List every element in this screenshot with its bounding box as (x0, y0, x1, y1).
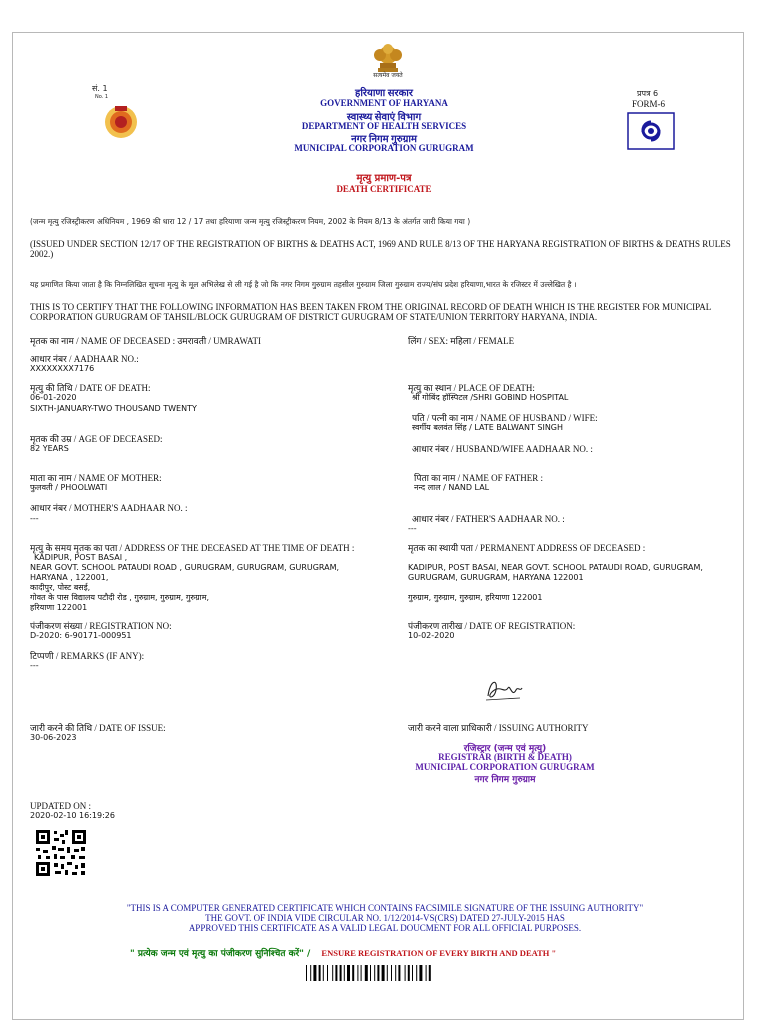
issuing-authority-label: जारी करने वाला प्राधिकारी / ISSUING AUTHORITY (408, 723, 589, 733)
form-number-hindi: प्रपत्र 6 (637, 89, 659, 98)
registration-date-label: पंजीकरण तारीख / DATE OF REGISTRATION: (408, 621, 576, 631)
permanent-address-line: GURUGRAM, GURUGRAM, HARYANA 122001 (408, 573, 584, 582)
sex-field: लिंग / SEX: महिला / FEMALE (408, 336, 515, 346)
corp-title-english: MUNICIPAL CORPORATION GURUGRAM (294, 143, 474, 153)
address-line: NEAR GOVT. SCHOOL PATAUDI ROAD , GURUGRAM, GURUGRAM, GURUGRAM, (30, 563, 340, 572)
date-of-death-label: मृत्यु की तिथि / DATE OF DEATH: (30, 383, 151, 393)
registration-number-label: पंजीकरण संख्या / REGISTRATION NO: (30, 621, 172, 631)
place-of-death-value: श्री गोबिंद हॉस्पिटल /SHRI GOBIND HOSPITAL (412, 393, 569, 402)
deceased-name: मृतक का नाम / NAME OF DECEASED : उमरावती / UMRAWATI (30, 336, 261, 346)
date-of-issue-label: जारी करने की तिथि / DATE OF ISSUE: (30, 723, 166, 733)
certificate-title-english: DEATH CERTIFICATE (336, 184, 432, 194)
signature-image (482, 676, 526, 704)
barcode-icon (306, 965, 462, 981)
updated-on-label: UPDATED ON : (30, 801, 92, 811)
qr-code-icon (34, 828, 88, 878)
father-name-label: पिता का नाम / NAME OF FATHER : (414, 473, 543, 483)
permanent-address-line: गुरुग्राम, गुरुग्राम, गुरुग्राम, हरियाणा 122001 (408, 593, 543, 602)
date-of-death-value: 06-01-2020 (30, 393, 77, 402)
registrar-hindi: रजिस्ट्रार (जन्म एवं मृत्यु) (463, 744, 547, 754)
slogan-hindi: " प्रत्येक जन्म एवं मृत्यु का पंजीकरण सुनिश्चित करें" / (130, 949, 311, 959)
footer-circular: THE GOVT. OF INDIA VIDE CIRCULAR NO. 1/12/2014-VS(CRS) DATED 27-JULY-2015 HAS (205, 913, 565, 923)
remarks-value: --- (30, 661, 39, 670)
address-label: मृत्यु के समय मृतक का पता / ADDRESS OF THE DECEASED AT THE TIME OF DEATH : (30, 543, 355, 553)
mother-name-label: माता का नाम / NAME OF MOTHER: (30, 473, 162, 483)
certificate-title-hindi: मृत्यु प्रमाण-पत्र (356, 173, 412, 184)
permanent-address-line: KADIPUR, POST BASAI, NEAR GOVT. SCHOOL PATAUDI ROAD, GURUGRAM, (408, 563, 703, 572)
address-line: गोवत के पास विद्यालय पटौदी रोड , गुरुग्राम, गुरुग्राम, गुरुग्राम, (30, 593, 210, 602)
footer-computer-generated: "THIS IS A COMPUTER GENERATED CERTIFICATE WHICH CONTAINS FACSIMILE SIGNATURE OF THE ISSUING AUTHORITY" (126, 903, 644, 913)
address-line: हरियाणा 122001 (30, 603, 88, 612)
mother-aadhaar-label: आधार नंबर / MOTHER'S AADHAAR NO. : (30, 503, 188, 513)
registrar-corporation-hindi: नगर निगम गुरुग्राम (474, 775, 536, 785)
spouse-aadhaar-label: आधार नंबर / HUSBAND/WIFE AADHAAR NO. : (412, 444, 593, 454)
dept-title-english: DEPARTMENT OF HEALTH SERVICES (301, 121, 467, 131)
spouse-name-label: पति / पत्नी का नाम / NAME OF HUSBAND / WIFE: (412, 413, 598, 423)
issued-under-hindi: (जन्म मृत्यु रजिस्ट्रीकरण अधिनियम , 1969 की धारा 12 / 17 तथा हरियाणा जन्म मृत्यु रजिस्ट्रीकरण नियम, 2002 के नियम 8/13 के अंतर्गत जारी किया गया ) (30, 217, 471, 226)
dept-title-hindi: स्वास्थ्य सेवाएं विभाग (346, 112, 422, 123)
mother-aadhaar-value: --- (30, 514, 39, 523)
father-aadhaar-value: --- (408, 524, 417, 533)
registrar-corporation: MUNICIPAL CORPORATION GURUGRAM (415, 762, 595, 772)
footer-slogan (130, 941, 650, 960)
serial-english: No. 1 (95, 94, 109, 100)
age-value: 82 YEARS (30, 444, 69, 453)
certify-hindi: यह प्रमाणित किया जाता है कि निम्नलिखित सूचना मृत्यु के मूल अभिलेख से ली गई है जो कि नगर निगम गुरुग्राम तहसील गुरुग्राम जिला गुरुग्राम राज्य/संघ प्रदेश हरियाणा,भारत के रजिस्टर में उल्लेखित है । (30, 280, 577, 289)
mother-name-value: फुलवती / PHOOLWATI (30, 483, 108, 492)
father-aadhaar-label: आधार नंबर / FATHER'S AADHAAR NO. : (412, 514, 565, 524)
address-line: कादीपुर, पोस्ट बसई, (30, 583, 91, 592)
corp-title-hindi: नगर निगम गुरुग्राम (351, 134, 417, 145)
aadhaar-label: आधार नंबर / AADHAAR NO.: (30, 354, 139, 364)
emblem-caption: सत्यमेव जयते (373, 72, 403, 79)
father-name-value: नन्द लाल / NAND LAL (414, 483, 490, 492)
slogan-english: ENSURE REGISTRATION OF EVERY BIRTH AND DEATH " (321, 948, 557, 958)
updated-on-value: 2020-02-10 16:19:26 (30, 811, 115, 820)
certify-english: THIS IS TO CERTIFY THAT THE FOLLOWING INFORMATION HAS BEEN TAKEN FROM THE ORIGINAL RECORD OF DEATH WHICH IS THE REGISTER FOR MUNICIPAL CORPORATION GURUGRAM OF TAHSIL/BLOCK GURUGRAM OF DISTRICT GURUGRAM OF STATE/UNION TERRITORY HARYANA, INDIA. (30, 302, 711, 322)
issued-under-english: (ISSUED UNDER SECTION 12/17 OF THE REGISTRATION OF BIRTHS & DEATHS ACT, 1969 AND RULE 8/13 OF THE HARYANA REGISTRATION OF BIRTHS & DEATHS RULES 2002.) (30, 239, 731, 259)
date-of-issue-value: 30-06-2023 (30, 733, 77, 742)
form-number-english: FORM-6 (632, 99, 666, 109)
state-title-english: GOVERNMENT OF HARYANA (320, 98, 448, 108)
date-of-death-words: SIXTH-JANUARY-TWO THOUSAND TWENTY (30, 404, 197, 413)
state-title-hindi: हरियाणा सरकार (355, 88, 413, 99)
footer-approval: APPROVED THIS CERTIFICATE AS A VALID LEGAL DOUCMENT FOR ALL OFFICIAL PURPOSES. (188, 923, 582, 933)
registration-date-value: 10-02-2020 (408, 631, 455, 640)
permanent-address-label: मृतक का स्थायी पता / PERMANENT ADDRESS OF DECEASED : (408, 543, 646, 553)
aadhaar-value: XXXXXXXX7176 (30, 364, 95, 373)
address-line: HARYANA , 122001, (30, 573, 109, 582)
registration-number-value: D-2020: 6-90171-000951 (30, 631, 132, 640)
spouse-name-value: स्वर्गीय बलवंत सिंह / LATE BALWANT SINGH (412, 423, 564, 432)
serial-hindi: सं. 1 (92, 84, 108, 93)
address-line: KADIPUR, POST BASAI , (34, 553, 128, 562)
place-of-death-label: मृत्यु का स्थान / PLACE OF DEATH: (408, 383, 535, 393)
remarks-label: टिप्पणी / REMARKS (IF ANY): (30, 651, 145, 661)
crs-logo-icon (627, 112, 675, 150)
age-label: मृतक की उम्र / AGE OF DECEASED: (30, 434, 163, 444)
registrar-english: REGISTRAR (BIRTH & DEATH) (438, 752, 572, 762)
